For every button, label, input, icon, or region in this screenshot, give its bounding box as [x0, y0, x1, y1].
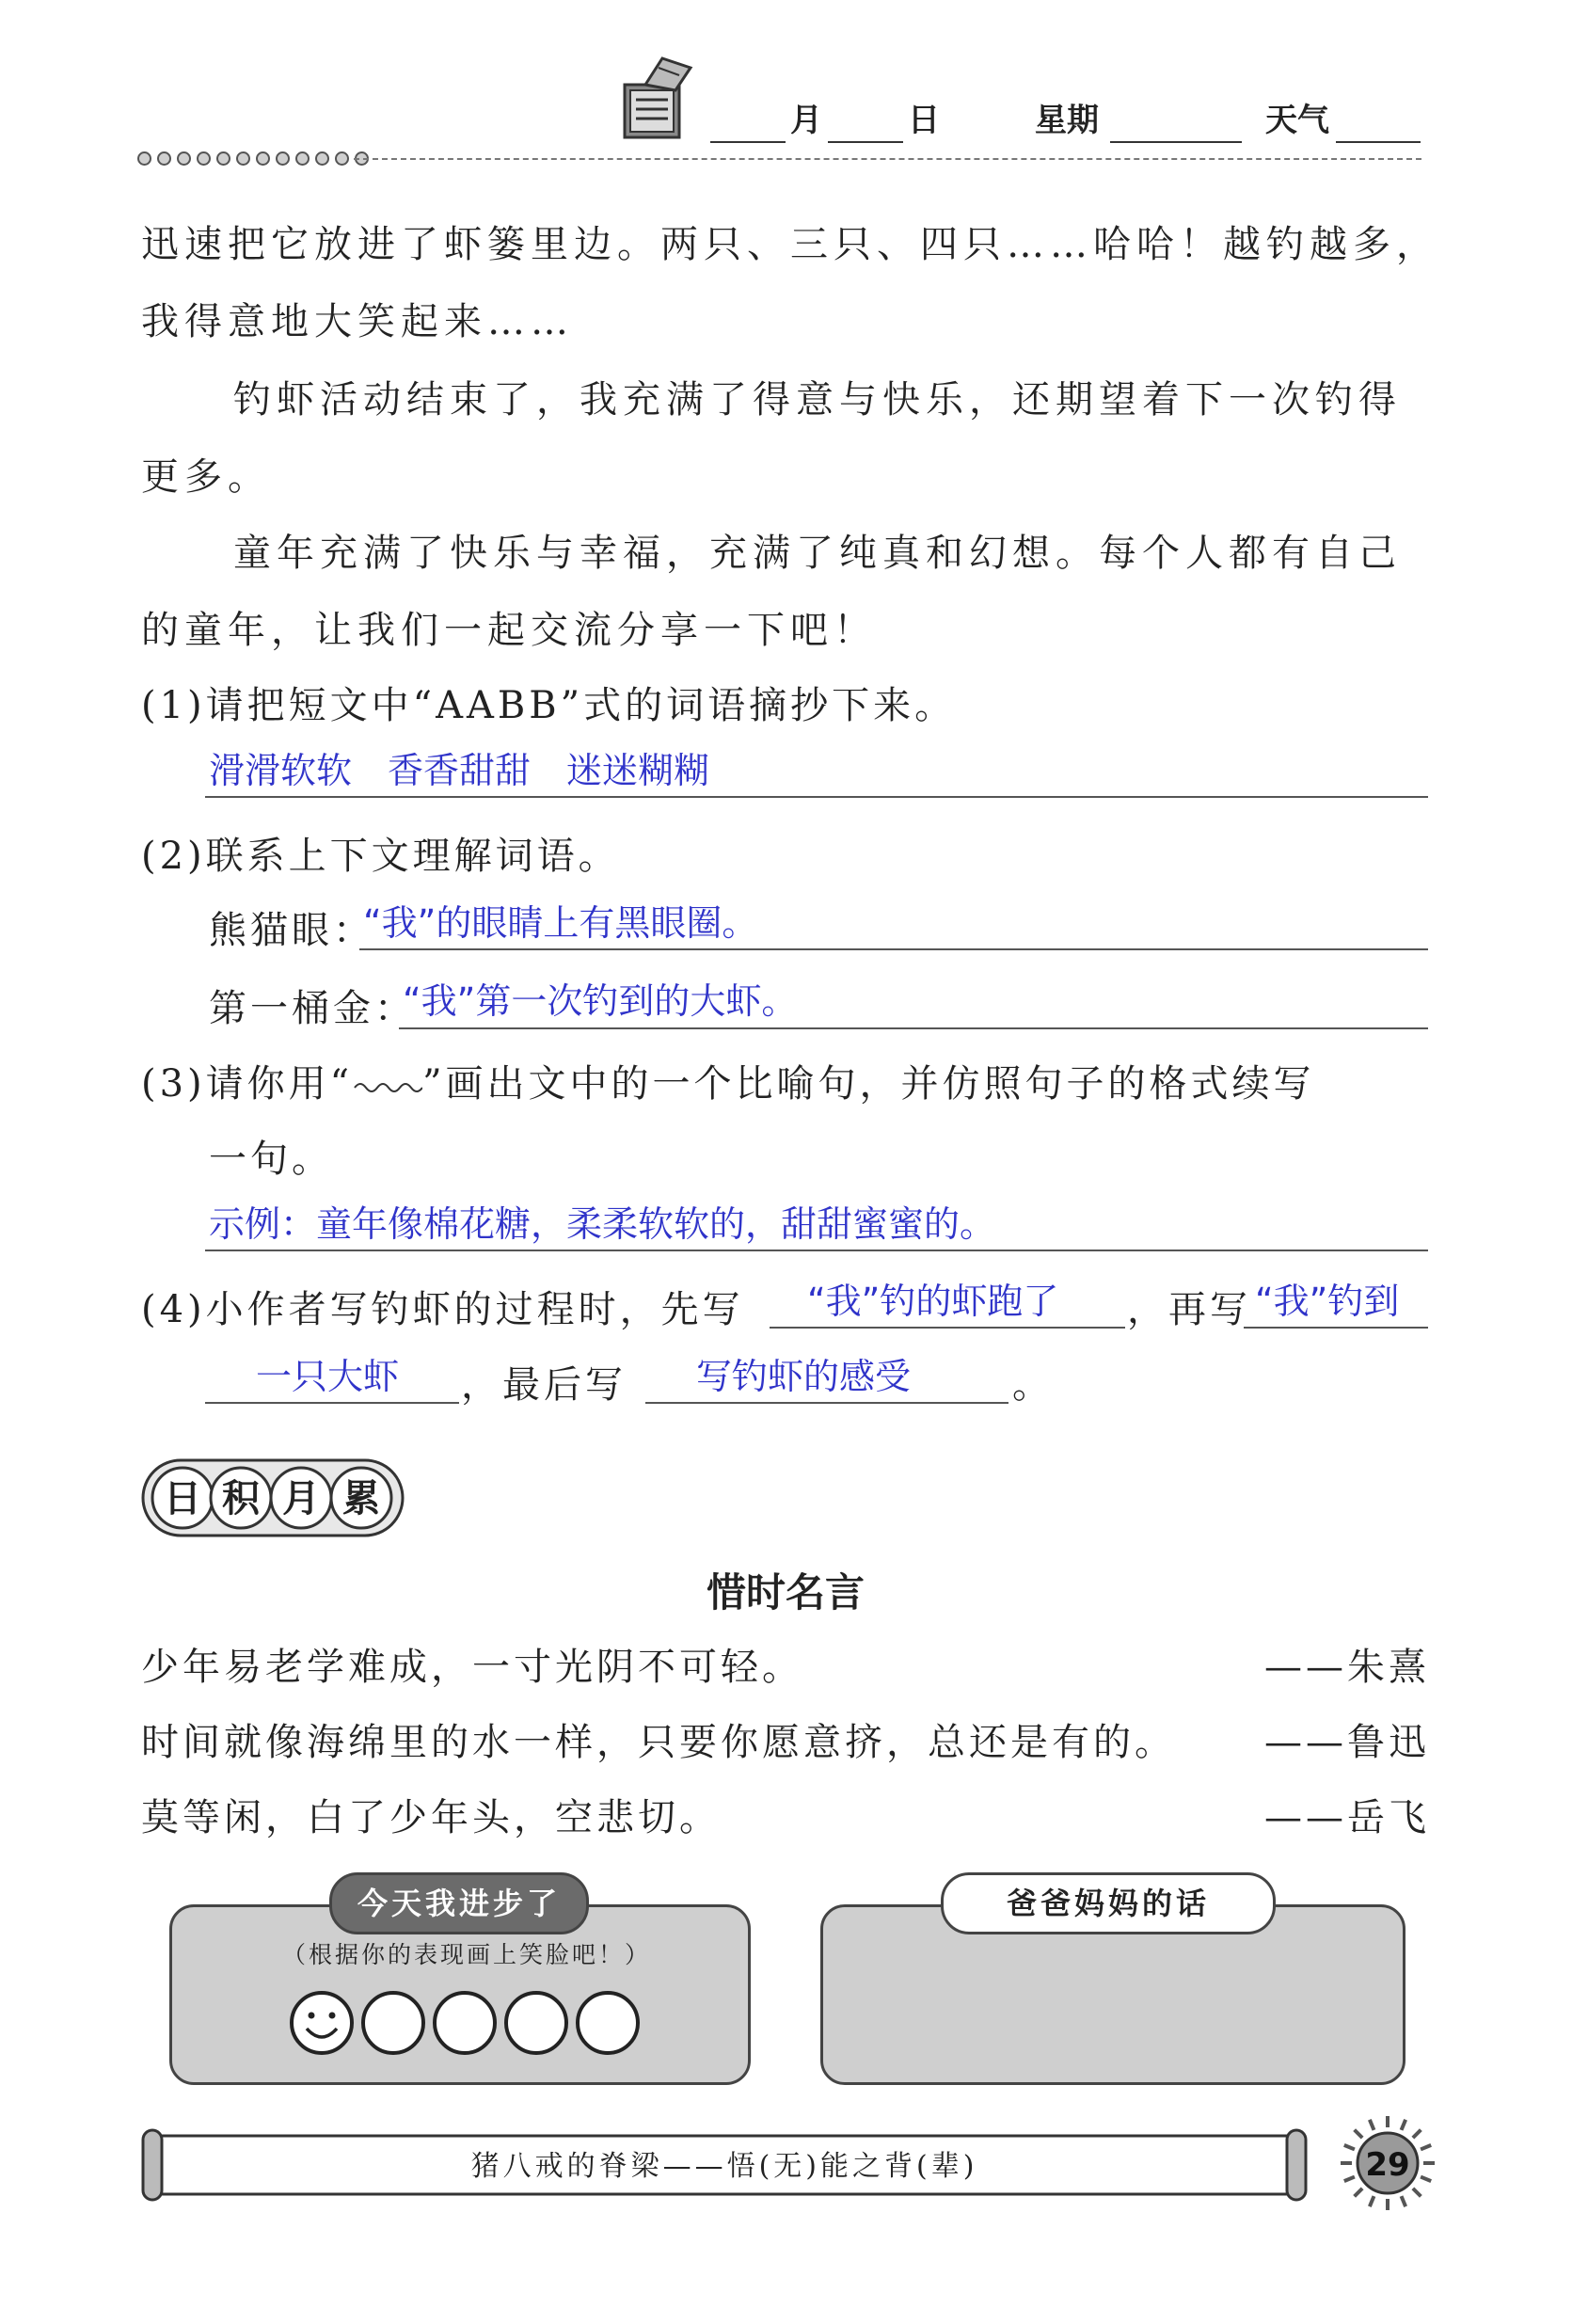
empty-face-circle[interactable] — [435, 1993, 495, 2053]
question-4-line-2b — [205, 1402, 459, 1404]
passage-line-4: 更多。 — [141, 455, 271, 499]
sun-ray — [1402, 2196, 1406, 2206]
smiley-row-svg — [288, 1987, 645, 2059]
quote-1-author: ——朱熹 — [1264, 1646, 1430, 1689]
header-dot-row — [137, 151, 374, 169]
empty-face-circle[interactable] — [363, 1993, 423, 2053]
question-4-line-3 — [645, 1402, 1008, 1404]
quote-3-text: 莫等闲，白了少年头，空悲切。 — [141, 1796, 721, 1839]
question-2-line-1 — [359, 948, 1428, 950]
quote-3-author: ——岳飞 — [1264, 1796, 1430, 1839]
section-badge-char-3: 月 — [282, 1477, 320, 1520]
question-3-prompt-end: ”画出文中的一个比喻句，并仿照句子的格式续写 — [422, 1062, 1315, 1106]
question-4-line-1 — [770, 1327, 1125, 1329]
question-2-term-2: 第一桶金： — [209, 987, 416, 1030]
sun-ray — [1355, 2130, 1362, 2138]
day-label: 日 — [908, 102, 940, 139]
empty-face-circle[interactable] — [578, 1993, 638, 2053]
weather-label: 天气 — [1265, 102, 1329, 139]
question-2-answer-1[interactable]: “我”的眼睛上有黑眼圈。 — [363, 902, 758, 944]
weekday-blank[interactable] — [1110, 141, 1242, 143]
sun-ray — [1370, 2120, 1374, 2130]
question-2-answer-2[interactable]: “我”第一次钓到的大虾。 — [403, 980, 798, 1022]
sun-ray — [1413, 2130, 1421, 2138]
month-blank[interactable] — [710, 141, 786, 143]
sun-ray — [1370, 2196, 1374, 2206]
section-badge-char-4: 累 — [342, 1477, 380, 1520]
quote-1-text: 少年易老学难成，一寸光阴不可轻。 — [141, 1646, 803, 1689]
question-1-answer-line — [205, 796, 1428, 798]
parents-comment-title: 爸爸妈妈的话 — [941, 1872, 1276, 1934]
book-stack-icon — [617, 53, 694, 143]
sun-ray — [1413, 2189, 1421, 2196]
weekday-label: 星期 — [1035, 102, 1099, 139]
page-number-sun-icon — [1336, 2111, 1439, 2215]
section-badge-char-2: 积 — [222, 1477, 260, 1520]
weather-blank[interactable] — [1336, 141, 1421, 143]
smiley-face-icon[interactable] — [292, 1993, 352, 2053]
smiley-eye — [329, 2013, 336, 2019]
question-4-blank-2a[interactable]: “我”钓到 — [1255, 1281, 1400, 1322]
smiley-row — [288, 1987, 645, 2059]
month-label: 月 — [790, 102, 822, 139]
section-badge-char-1: 日 — [164, 1477, 201, 1520]
sun-ray — [1355, 2189, 1362, 2196]
question-4-part-3: ，最后写 — [461, 1363, 627, 1407]
passage-line-6: 的童年，让我们一起交流分享一下吧！ — [141, 609, 877, 652]
passage-line-3: 钓虾活动结束了，我充满了得意与快乐，还期望着下一次钓得 — [233, 378, 1402, 422]
question-3-prompt — [141, 1054, 1315, 1107]
question-3-answer[interactable]: 示例：童年像棉花糖，柔柔软软的，甜甜蜜蜜的。 — [209, 1203, 996, 1245]
sun-ray — [1421, 2177, 1431, 2182]
question-3-prompt-line-2: 一句。 — [209, 1138, 333, 1181]
header-divider — [354, 158, 1421, 160]
empty-face-circle[interactable] — [506, 1993, 566, 2053]
question-4-blank-2b[interactable]: 一只大虾 — [256, 1356, 400, 1397]
quote-2-author: ——鲁迅 — [1264, 1721, 1430, 1764]
question-2-term-1: 熊猫眼： — [209, 909, 374, 952]
footer-riddle: 猪八戒的脊梁——悟(无)能之背(辈) — [470, 2150, 978, 2183]
question-2-line-2 — [399, 1027, 1428, 1029]
passage-line-1: 迅速把它放进了虾篓里边。两只、三只、四只……哈哈！越钓越多， — [141, 223, 1439, 266]
sun-ray — [1402, 2120, 1406, 2130]
passage-line-5: 童年充满了快乐与幸福，充满了纯真和幻想。每个人都有自己 — [233, 532, 1402, 575]
question-4-part-4: 。 — [1012, 1363, 1054, 1407]
question-4-blank-3[interactable]: 写钓虾的感受 — [696, 1356, 912, 1397]
question-2-prompt: (2)联系上下文理解词语。 — [141, 835, 620, 878]
question-1-prompt: (1)请把短文中“AABB”式的词语摘抄下来。 — [141, 684, 957, 727]
sun-ray — [1344, 2177, 1355, 2182]
sun-ray — [1421, 2145, 1431, 2150]
question-3-answer-line — [205, 1250, 1428, 1251]
day-blank[interactable] — [828, 141, 903, 143]
question-4-blank-1[interactable]: “我”钓的虾跑了 — [807, 1281, 1059, 1322]
question-4-line-2a — [1244, 1327, 1428, 1329]
progress-box-title: 今天我进步了 — [329, 1872, 589, 1934]
question-4-part-1: (4)小作者写钓虾的过程时，先写 — [141, 1288, 744, 1331]
progress-box-hint: （根据你的表现画上笑脸吧！） — [282, 1941, 652, 1968]
passage-line-2: 我得意地大笑起来…… — [141, 300, 574, 343]
question-1-answer[interactable]: 滑滑软软 香香甜甜 迷迷糊糊 — [209, 750, 710, 791]
page-number: 29 — [1365, 2146, 1410, 2184]
quote-2-text: 时间就像海绵里的水一样，只要你愿意挤，总还是有的。 — [141, 1721, 1176, 1764]
smiley-eye — [309, 2013, 315, 2019]
quotes-title: 惜时名言 — [706, 1569, 865, 1616]
question-3-prompt-start: (3)请你用“ — [141, 1062, 354, 1106]
section-badge — [141, 1456, 405, 1539]
sun-ray — [1344, 2145, 1355, 2150]
wavy-underline-icon — [353, 1078, 422, 1095]
question-4-part-2: ，再写 — [1127, 1288, 1251, 1331]
